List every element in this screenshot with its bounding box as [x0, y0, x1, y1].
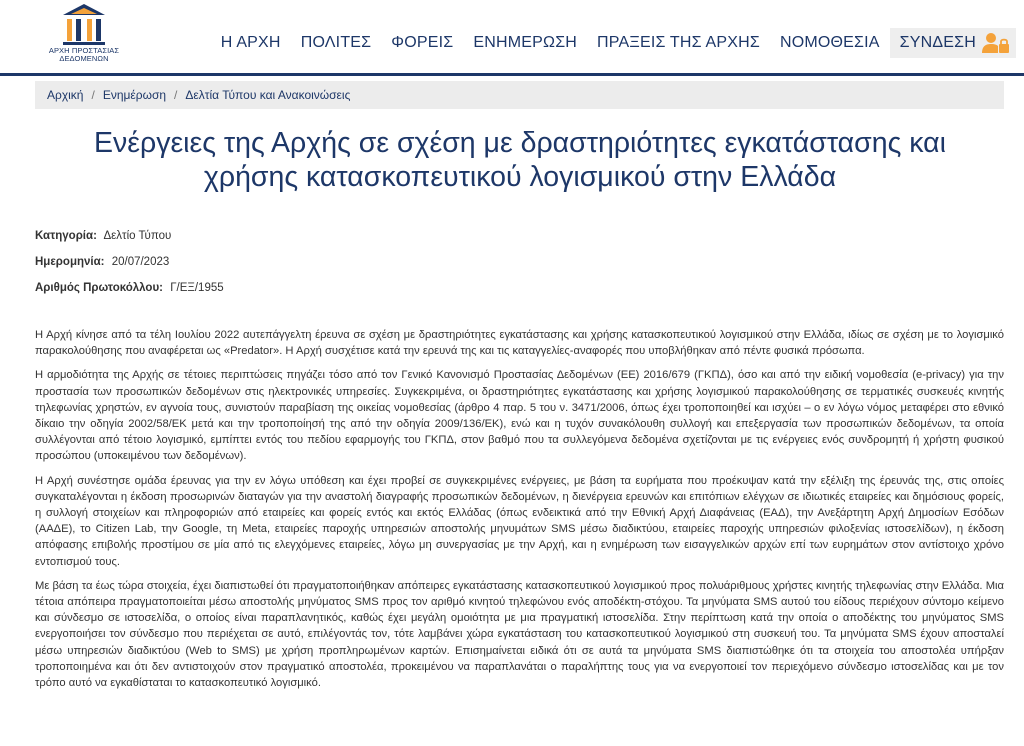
logo-text-line1: ΑΡΧΗ ΠΡΟΣΤΑΣΙΑΣ: [48, 46, 120, 55]
breadcrumb: [35, 81, 1004, 109]
article-paragraph: Η Αρχή κίνησε από τα τέλη Ιουλίου 2022 αυτεπάγγελτη έρευνα σε σχέση με δραστηριότητες εγκατάστασης και χρήσης κατασκοπευτικού λογισμικού στην Ελλάδα, ιδίως σε σχέση με το λογισμικό παρακολούθησης που αναφέρεται ως «Predator». Η Αρχή συσχέτισε κατά την ερευνά της και τις καταγγελίες-αναφορές που υποβλήθηκαν από πέντε φυσικά πρόσωπα.: [35, 329, 1004, 358]
page-title: [20, 126, 1020, 194]
article-paragraph: Η αρμοδιότητα της Αρχής σε τέτοιες περιπτώσεις πηγάζει τόσο από τον Γενικό Κανονισμό Προστασίας Δεδομένων (ΕΕ) 2016/679 (ΓΚΠΔ), όσο και από την ειδική νομοθεσία (e-privacy) για την προστασία των προσωπικών δεδομένων στις ηλεκτρονικές υπηρεσίες. Συγκεκριμένα, οι δραστηριότητες εγκατάστασης και χρήσης λογισμικού παρακολούθησης σε τερματικές συσκευές κινητής τηλεφωνίας χρηστών, εν αγνοία τους, συνιστούν παραβίαση της οικείας νομοθεσίας (άρθρο 4 παρ. 5 του ν. 3471/2006, όπως έχει τροποποιηθεί και ισχύει – ο εν λόγω νόμος μεταφέρει στο εθνικό δίκαιο την οδηγία 2002/58/ΕΚ μετά και την τροποποίησή της από την οδηγία 2009/136/ΕΚ), ενώ και η τυχόν συνακόλουθη συλλογή και επεξεργασία των προσωπικών δεδομένων, τα οποία συλλέγονται από τέτοιο λογισμικό, εμπίπτει εντός του πεδίου εφαρμογής του ΓΚΠΔ, στον βαθμό που τα συλλεγόμενα δεδομένα σχετίζονται με τις ενέργειες ενός συνδρομητή ή χρήστη φυσικού προσώπου (υποκειμένου των δεδομένων).: [35, 369, 1004, 463]
columns-logo-icon: [59, 2, 109, 46]
meta-date-label: Ημερομηνία:: [35, 256, 105, 268]
nav-item-authority[interactable]: Η ΑΡΧΗ: [220, 34, 281, 51]
nav-item-authority-acts[interactable]: ΠΡΑΞΕΙΣ ΤΗΣ ΑΡΧΗΣ: [597, 34, 760, 51]
login-label: ΣΥΝΔΕΣΗ: [899, 34, 976, 51]
breadcrumb-separator: /: [91, 88, 95, 102]
breadcrumb-home[interactable]: Αρχική: [47, 88, 84, 102]
meta-category: [35, 229, 224, 255]
meta-protocol: [35, 281, 224, 307]
article-body: [35, 327, 1004, 699]
breadcrumb-separator: /: [174, 88, 178, 102]
main-nav: [211, 28, 1016, 58]
nav-item-citizens[interactable]: ΠΟΛΙΤΕΣ: [300, 34, 372, 51]
meta-category-value: Δελτίο Τύπου: [103, 230, 172, 242]
site-header: [0, 0, 1024, 76]
meta-category-label: Κατηγορία:: [35, 230, 97, 242]
article-paragraph: Με βάση τα έως τώρα στοιχεία, έχει διαπιστωθεί ότι πραγματοποιήθηκαν απόπειρες εγκατάστασης κατασκοπευτικού λογισμικού προς πολυάριθμους χρήστες κινητής τηλεφωνίας στην Ελλάδα. Μια τέτοια απόπειρα πραγματοποιείται μέσω αποστολής μηνύματος SMS προς τον αριθμό κινητού τηλεφώνου ενός αποδέκτη-στόχου. Τα μηνύματα SMS αυτού του είδους περιέχουν σύντομο κείμενο και σύνδεσμο σε ιστοσελίδα, ο οποίος είναι παραπλανητικός, καθώς έχει μεγάλη ομοιότητα με μια πραγματική ιστοσελίδα. Στην περίπτωση κατά την οποία ο αποδέκτης του μηνύματος SMS ενεργοποιήσει τον σύνδεσμο που περιέχεται σε αυτό, επιλέγοντάς τον, τότε λαμβάνει χώρα εγκατάσταση του κατασκοπευτικού λογισμικού στη συσκευή του. Τα μηνύματα SMS έχουν αποσταλεί μέσω υπηρεσιών διαδικτύου (Web to SMS) με χρήση προπληρωμένων καρτών. Επισημαίνεται ειδικά ότι σε αυτά τα μηνύματα SMS διαπιστώθηκε ότι τα στοιχεία του αποστολέα υπήρξαν τροποποιημένα και ότι δεν αντιστοιχούν στον πραγματικό αποστολέα, προκειμένου να παραπλανάται ο παραλήπτης τους για να ενεργοποιεί τον περιεχόμενο σύνδεσμο ιστοσελίδας και με τον τρόπο αυτό να εγκαθίσταται το κατασκοπευτικό λογισμικό.: [35, 579, 1004, 690]
meta-date: [35, 255, 224, 281]
meta-protocol-value: Γ/ΕΞ/1955: [170, 282, 224, 294]
article-paragraph: Η Αρχή συνέστησε ομάδα έρευνας για την εν λόγω υπόθεση και έχει προβεί σε συγκεκριμένες ενέργειες, με βάση τα ευρήματα που προέκυψαν κατά την εξέλιξη της έρευνάς της, στις οποίες συγκαταλέγονται η έκδοση προσωρινών διαταγών για την αναστολή διαγραφής προσωπικών δεδομένων, η διενέργεια ερευνών και επιτόπιων ελέγχων σε ιδιωτικές εταιρείες και δημόσιους φορείς, η συλλογή στοιχείων και πληροφοριών από εταιρείες και φορείς εντός και εκτός Ελλάδας (όπως ενδεικτικά από την Εθνική Αρχή Διαφάνειας (ΕΑΔ), την Ανεξάρτητη Αρχή Δημοσίων Εσόδων (ΑΑΔΕ), το Citizen Lab, την Google, τη Meta, εταιρείες παροχής υπηρεσιών αποστολής μηνυμάτων SMS μέσω διαδικτύου, εταιρείες παροχής υπηρεσιών φιλοξενίας ιστοσελίδων), η έκδοση απόφασης επιβολής προστίμου σε μία από τις ελεγχόμενες εταιρείες, λόγω μη συνεργασίας με την Αρχή, και η ενημέρωση των εισαγγελικών αρχών επί των ευρημάτων στον αντίστοιχο χρόνο εντοπισμού τους.: [35, 474, 1004, 568]
site-logo[interactable]: [40, 2, 128, 72]
nav-item-news[interactable]: ΕΝΗΜΕΡΩΣΗ: [473, 34, 578, 51]
logo-text-line2: ΔΕΔΟΜΕΝΩΝ: [59, 54, 109, 63]
nav-item-legislation[interactable]: ΝΟΜΟΘΕΣΙΑ: [779, 34, 880, 51]
user-lock-icon: [982, 32, 1010, 54]
meta-protocol-label: Αριθμός Πρωτοκόλλου:: [35, 282, 163, 294]
login-button[interactable]: [890, 28, 1016, 58]
page-title-line1: Ενέργειες της Αρχής σε σχέση με δραστηριότητες εγκατάστασης και: [94, 127, 946, 159]
logo-text: [40, 47, 128, 63]
meta-date-value: 20/07/2023: [111, 256, 170, 268]
breadcrumb-press-releases[interactable]: Δελτία Τύπου και Ανακοινώσεις: [185, 88, 351, 102]
breadcrumb-news[interactable]: Ενημέρωση: [102, 88, 167, 102]
article-meta: [35, 229, 224, 307]
nav-item-organizations[interactable]: ΦΟΡΕΙΣ: [391, 34, 454, 51]
page-title-line2: χρήσης κατασκοπευτικού λογισμικού στην Ελλάδα: [203, 161, 837, 193]
